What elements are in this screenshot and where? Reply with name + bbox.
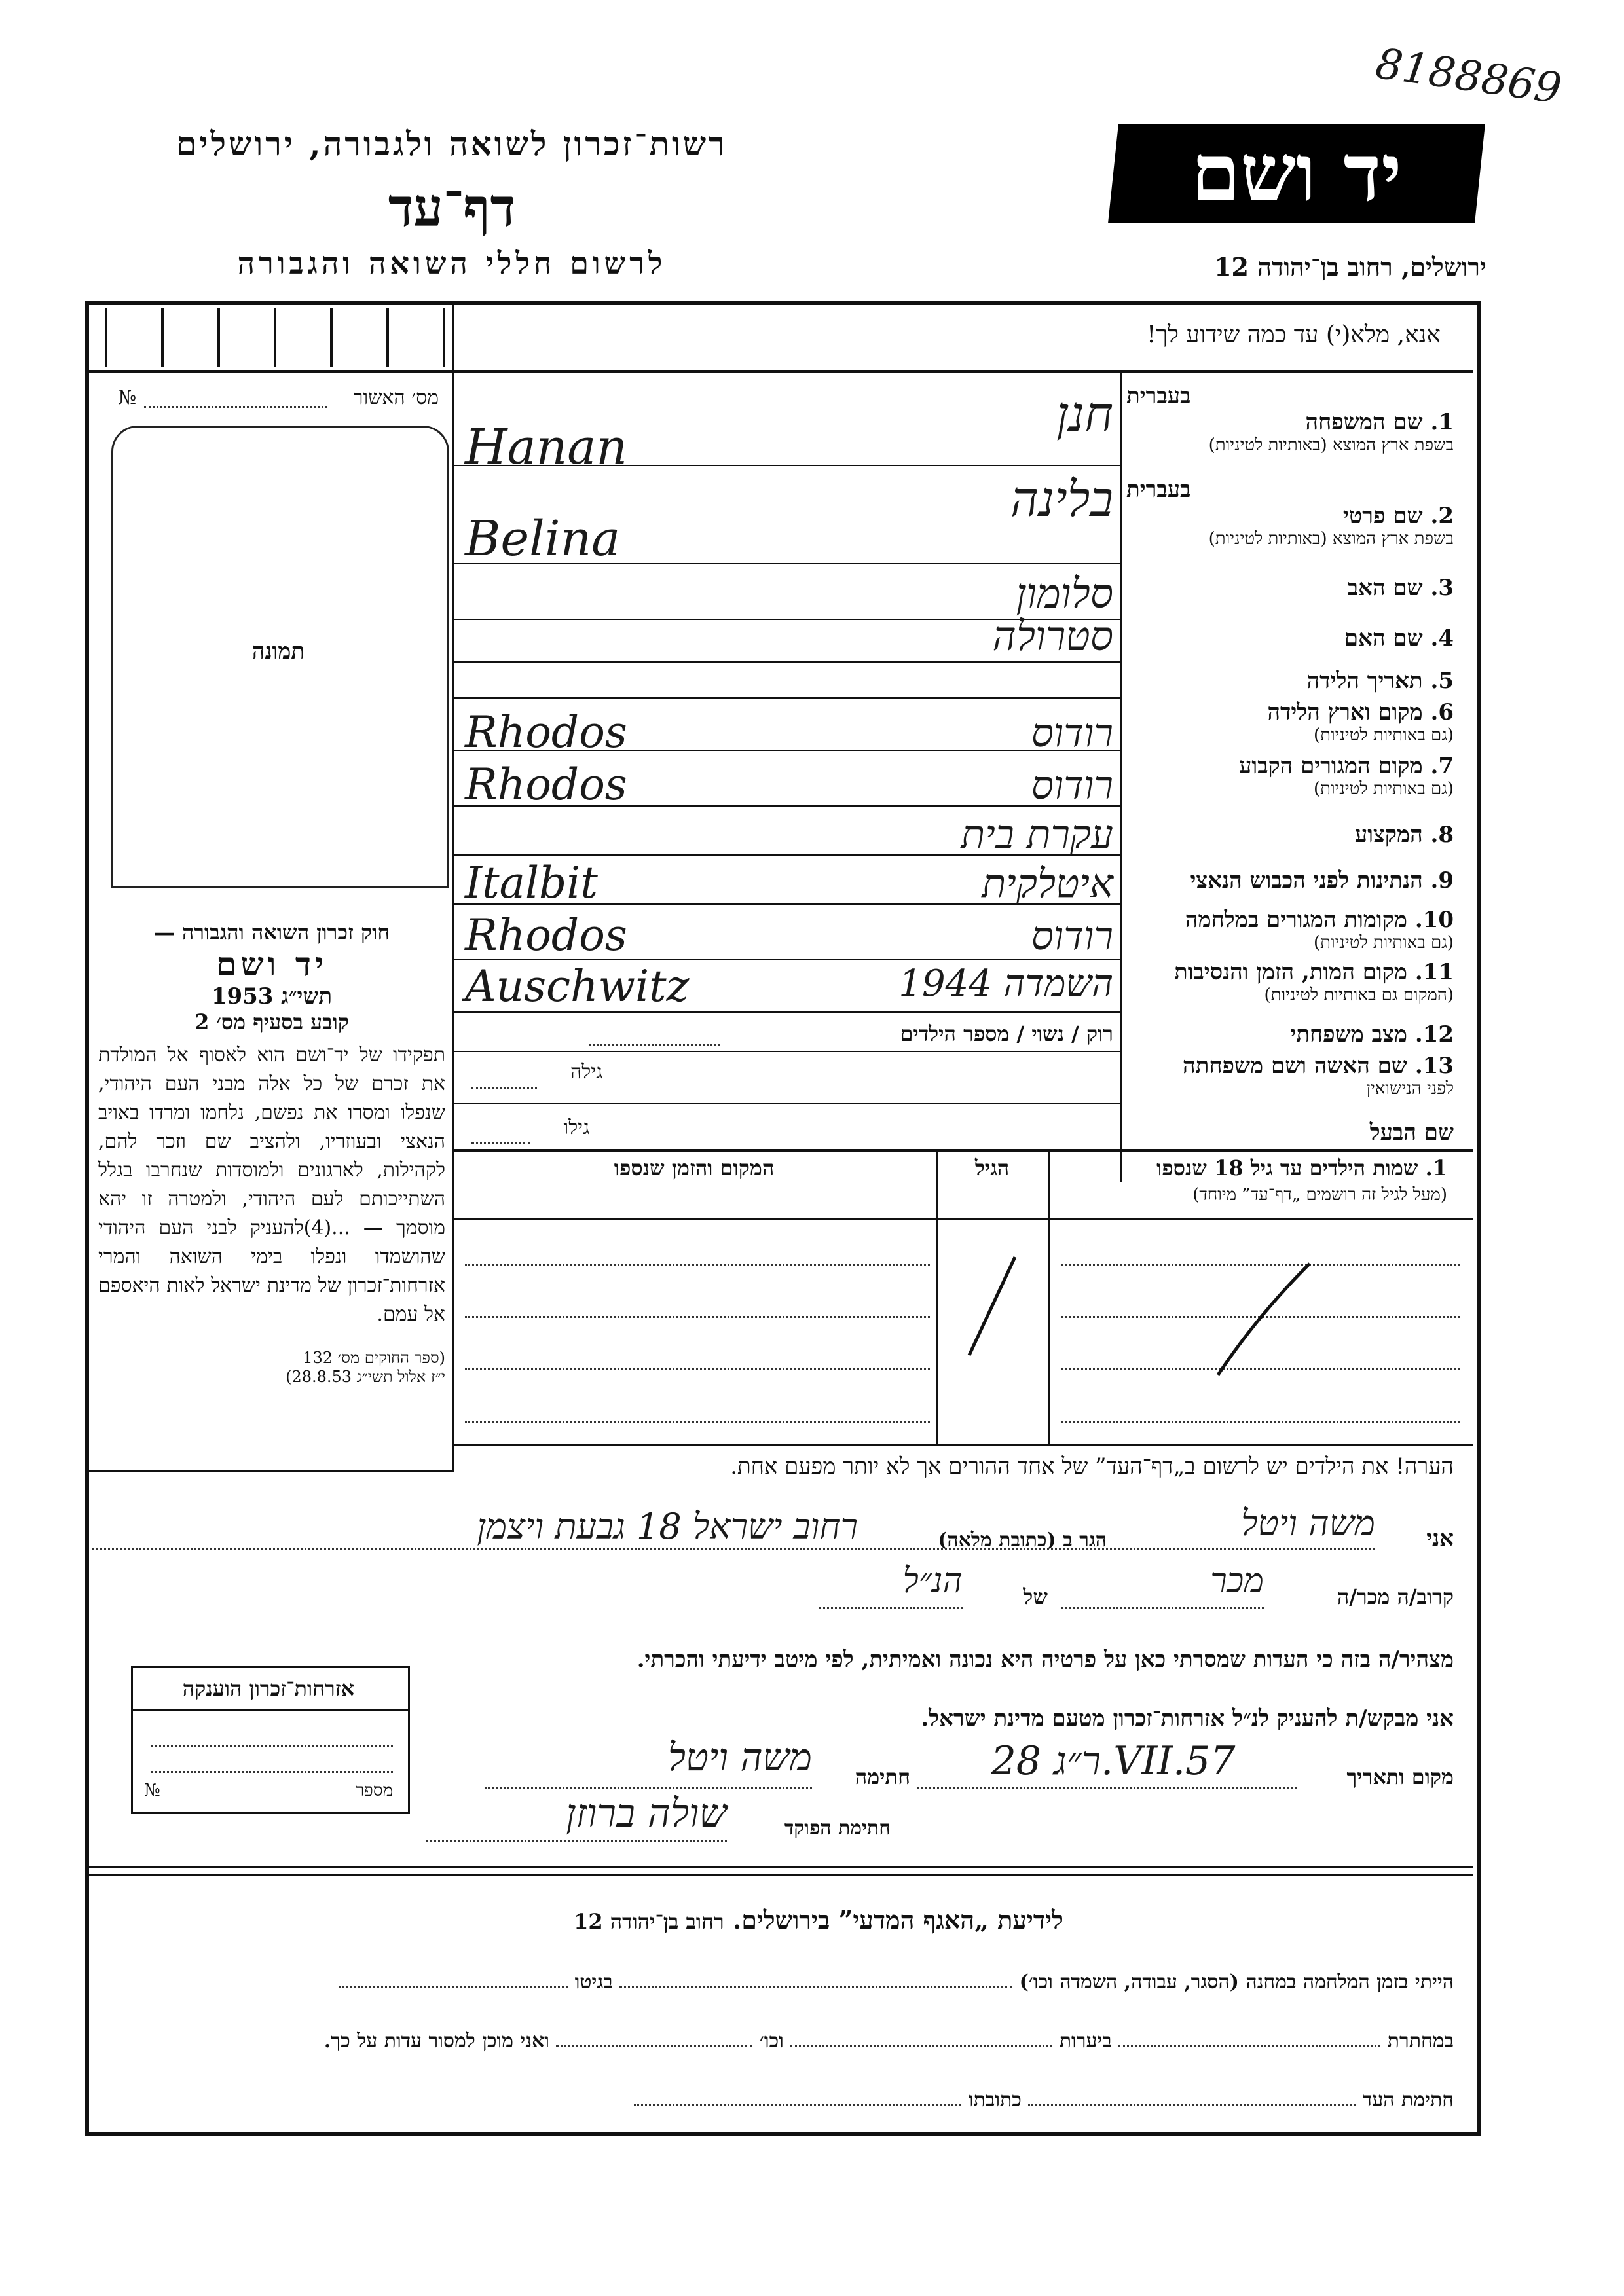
children-count-line [589, 1044, 720, 1046]
law-name: יד ושם [216, 945, 327, 983]
address: ירושלים, רחוב בן־יהודה 12 [1214, 252, 1486, 282]
field-9-num: 9. [1430, 867, 1454, 894]
field-1-num: 1. [1430, 409, 1454, 435]
citizenship-title: אזרחות־זכרון הוענקה [182, 1676, 355, 1701]
citizenship-divider [133, 1709, 408, 1711]
death-circumstances: השמדה 1944 [898, 962, 1113, 1005]
field-10-num: 10. [1414, 907, 1454, 933]
footer-line-1 [92, 1971, 1454, 1994]
profession: עקרת בית [961, 812, 1113, 858]
children-label [1054, 1156, 1447, 1180]
field-3 [1126, 575, 1454, 601]
children-top [454, 1149, 1473, 1152]
footer-forests-label: ביערות [1059, 2030, 1112, 2052]
officer-label: חתימת הפוקד [784, 1817, 891, 1840]
id-boxes [105, 308, 445, 367]
first-name-latin: Belina [465, 511, 621, 567]
top-divider [89, 370, 1473, 373]
marital-options: רוק / נשוי / מספר הילדים [900, 1021, 1113, 1046]
footer-ghetto-label: בגיטו [574, 1971, 613, 1994]
residence-hebrew: רודוס [1031, 763, 1113, 809]
field-9-label: הנתינות לפני הכבוש הנאצי [1190, 867, 1423, 894]
signature-line [485, 1787, 812, 1789]
field-7-sub: (גם באותיות לטיניות) [1313, 779, 1454, 799]
row-line [454, 661, 1120, 663]
children-place-header: המקום והזמן שנספו [614, 1156, 775, 1180]
field-13-label: שם האשה ושם משפחתה [1183, 1053, 1407, 1079]
children-label-main: שמות הילדים עד גיל 18 שנספו [1156, 1156, 1418, 1180]
citizenship-no: № [144, 1781, 160, 1800]
note-top [454, 1444, 1473, 1446]
field-10 [1126, 907, 1454, 953]
instructions: אנא, מלא(י) עד כמה שידוע לך! [1146, 321, 1441, 348]
field-1-sub: בשפת ארץ המוצא (באותיות לטיניות) [1208, 435, 1454, 455]
of-value: הנ״ל [902, 1561, 963, 1601]
wife-age-line [471, 1087, 537, 1089]
declaration: מצהיר/ה בזה כי העדות שמסרתי כאן על פרטיה היא נכונה ואמיתית, לפי מיטב ידיעתי והכרתי. [637, 1647, 1454, 1673]
footer-witness-address-label: כתובתו [968, 2088, 1022, 2111]
husband-age-line [471, 1142, 530, 1144]
field-10-label: מקומות המגורים במלחמה [1185, 907, 1407, 933]
law-clause: קובע בסעיף מס׳ 2 [194, 1010, 349, 1034]
field-12 [1126, 1021, 1454, 1048]
photo-label: תמונה [251, 638, 305, 665]
of-label: של [1023, 1584, 1048, 1609]
field-2-tag: בעברית [1126, 477, 1191, 503]
field-1-tag: בעברית [1126, 383, 1191, 409]
footer-willing-label: ואני מוכן למסור עדות על כך. [323, 2030, 549, 2052]
field-13 [1126, 1053, 1454, 1099]
place-date-label: מקום ותאריך [1346, 1764, 1454, 1789]
children-header-line [454, 1218, 1473, 1220]
footer-title: לידיעת „האגף המדעי” בירושלים. [732, 1905, 1063, 1935]
footer-title-row [458, 1905, 1179, 1935]
field-11-sub: (המקום גם באותיות לטיניות) [1264, 985, 1454, 1005]
field-1-label: שם המשפחה [1305, 409, 1423, 435]
citizenship-number-label: מספר [356, 1781, 393, 1800]
field-8-num: 8. [1430, 822, 1454, 848]
form-subtitle: לרשום חללי השואה והגבורה [237, 246, 667, 281]
row-line [454, 697, 1120, 699]
address-line [92, 1548, 1375, 1550]
family-name-hebrew: חנן [1056, 386, 1113, 443]
field-husband [1126, 1120, 1454, 1146]
children-sub: (מעל לגיל זה רושמים „דף־עד” מיוחד) [1192, 1185, 1447, 1205]
field-4 [1126, 625, 1454, 651]
children-row-line [465, 1316, 930, 1318]
field-2-label: שם פרטי [1342, 503, 1423, 529]
footer-line-3 [92, 2088, 1454, 2111]
citizenship-number [144, 1781, 393, 1800]
field-7-num: 7. [1430, 753, 1454, 779]
wife-age-label: גילה [570, 1061, 602, 1084]
field-6 [1126, 699, 1454, 745]
footer-address: רחוב בן־יהודה 12 [574, 1909, 724, 1934]
law-box [98, 920, 445, 1387]
birthplace-hebrew: רודוס [1031, 710, 1113, 756]
field-8 [1126, 822, 1454, 848]
field-husband-label: שם הבעל [1369, 1120, 1454, 1146]
field-9 [1126, 867, 1454, 894]
field-5-num: 5. [1430, 668, 1454, 694]
footer-witness-sig-label: חתימת העד [1362, 2088, 1454, 2111]
children-row-line [1061, 1421, 1460, 1423]
field-2-sub: בשפת ארץ המוצא (באותיות לטיניות) [1208, 529, 1454, 549]
law-year: תשי״ג 1953 [211, 983, 333, 1010]
law-date: י״ז אלול תשי״ג 28.8.53) [286, 1368, 445, 1386]
field-7-label: מקום המגורים הקבוע [1239, 753, 1423, 779]
law-source: (ספר החוקים מס׳ 132 [303, 1349, 445, 1367]
field-13-num: 13. [1414, 1053, 1454, 1079]
children-row-line [465, 1368, 930, 1370]
signature-label: חתימה [855, 1764, 910, 1789]
field-12-label: מצב משפחתי [1290, 1021, 1407, 1048]
children-col-1 [936, 1149, 938, 1444]
left-col-divider [452, 305, 454, 1470]
signature-value: משה ויטל [667, 1735, 812, 1779]
of-line [819, 1607, 963, 1609]
children-row-line [465, 1264, 930, 1266]
husband-age-label: גילו [563, 1116, 589, 1139]
relative-label: קרוב/ה מכר/ה [1337, 1584, 1454, 1609]
approval-line [144, 406, 327, 408]
children-num: 1. [1425, 1156, 1447, 1180]
nationality-latin: Italbit [465, 858, 598, 908]
officer-signature: שולה ברוזן [566, 1791, 727, 1836]
field-4-label: שם האם [1344, 625, 1423, 651]
field-10-sub: (גם באותיות לטיניות) [1313, 933, 1454, 953]
father-name: סלומון [1016, 570, 1113, 617]
birthplace-latin: Rhodos [465, 707, 627, 757]
names-strike [1179, 1257, 1349, 1388]
field-11 [1126, 959, 1454, 1005]
yad-vashem-logo [1108, 124, 1485, 223]
footer-top [89, 1866, 1473, 1868]
law-text: תפקידו של יד־ושם הוא לאסוף אל המולדת את זכרם של כל אלה מבני העם היהודי, שנפלו ומסרו את נפשם, נלחמו ומרדו באויב הנאצי ובעוזריו, ולהציב שם וזכר להם, לקהילות, לארגונים ולמוסדות שנחרבו בגלל השתייכותם לעם היהודי, ולמטרה זו יהא מוסמך — ...(4)להעניק לבני העם היהודי שהושמדו ונפלו בימי השואה והמרי אזרחות־זכרון של מדינת ישראל לאות היאספם אל עמם. [98, 1044, 446, 1326]
relation-value: מכר [1210, 1561, 1264, 1601]
children-col-2 [1048, 1149, 1050, 1444]
children-age-header: הגיל [974, 1156, 1010, 1180]
field-7 [1126, 753, 1454, 799]
row-line [454, 1011, 1120, 1013]
declarant-name: משה ויטל [1241, 1503, 1375, 1544]
row-line [454, 1103, 1120, 1104]
approval-label: מס׳ האשור [353, 386, 439, 409]
authority-name: רשות־זכרון לשואה ולגבורה, ירושלים [176, 124, 728, 163]
citizenship-line-1 [151, 1745, 393, 1747]
footer-etc-label: וכו׳ [759, 2030, 784, 2052]
request: אני מבקש/ת להעניק לנ״ל אזרחות־זכרון מטעם מדינת ישראל. [921, 1705, 1454, 1732]
family-name-latin: Hanan [465, 419, 628, 475]
death-place-latin: Auschwitz [465, 961, 690, 1011]
approval-no: № [118, 386, 137, 409]
wartime-residence-hebrew: רודוס [1031, 913, 1113, 959]
field-11-num: 11. [1414, 959, 1454, 985]
field-5-label: תאריך הלידה [1306, 668, 1423, 694]
field-12-num: 12. [1414, 1021, 1454, 1048]
relation-line [1061, 1607, 1264, 1609]
footer-top-2 [89, 1874, 1473, 1876]
field-2-num: 2. [1430, 503, 1454, 529]
mother-name: סטרולה [992, 612, 1113, 660]
form-title: דף־עד [388, 177, 516, 238]
ani-label: אני [1426, 1525, 1454, 1552]
logo-text: יד ושם [1191, 127, 1402, 219]
field-6-sub: (גם באותיות לטיניות) [1313, 725, 1454, 745]
archive-number: 8188869 [1373, 39, 1564, 114]
citizenship-line-2 [151, 1771, 393, 1773]
children-row-line [465, 1421, 930, 1423]
officer-line [426, 1840, 727, 1842]
note: הערה! את הילדים יש לרשום ב„דף־העד” של אחד ההורים אך לא יותר מפעם אחת. [730, 1453, 1454, 1480]
field-3-num: 3. [1430, 575, 1454, 601]
wartime-residence-latin: Rhodos [465, 910, 627, 960]
field-11-label: מקום המות, הזמן והנסיבות [1173, 959, 1407, 985]
field-2 [1126, 477, 1454, 549]
footer-underground-label: במחתרת [1387, 2030, 1454, 2052]
first-name-hebrew: בלינה [1010, 471, 1113, 528]
residence-latin: Rhodos [465, 759, 627, 810]
field-3-label: שם האב [1347, 575, 1423, 601]
row-line [454, 1051, 1120, 1052]
law-title: חוק זכרון השואה והגבורה — [153, 920, 390, 945]
age-strike [950, 1244, 1041, 1375]
field-5 [1126, 668, 1454, 694]
place-date-value: ר״ג 28.VII.57 [991, 1738, 1236, 1784]
nationality-hebrew: איטלקית [982, 861, 1113, 907]
mid-col-divider [1120, 370, 1122, 1182]
footer-line-2 [92, 2030, 1454, 2052]
footer-camp-label: הייתי בזמן המלחמה במחנה (הסגר, עבודה, השמדה וכו׳) [1019, 1971, 1454, 1994]
field-1 [1126, 383, 1454, 455]
field-6-num: 6. [1430, 699, 1454, 725]
declarant-address: רחוב ישראל 18 גבעת ויצמן [477, 1506, 858, 1547]
resides-label: הגר ב (כתובת מלאה) [938, 1529, 1107, 1552]
law-bottom [89, 1470, 454, 1472]
place-date-line [917, 1787, 1297, 1789]
field-6-label: מקום וארץ הלידה [1267, 699, 1423, 725]
field-13-sub: לפני הנישואין [1366, 1079, 1454, 1099]
field-4-num: 4. [1430, 625, 1454, 651]
field-8-label: המקצוע [1354, 822, 1423, 848]
